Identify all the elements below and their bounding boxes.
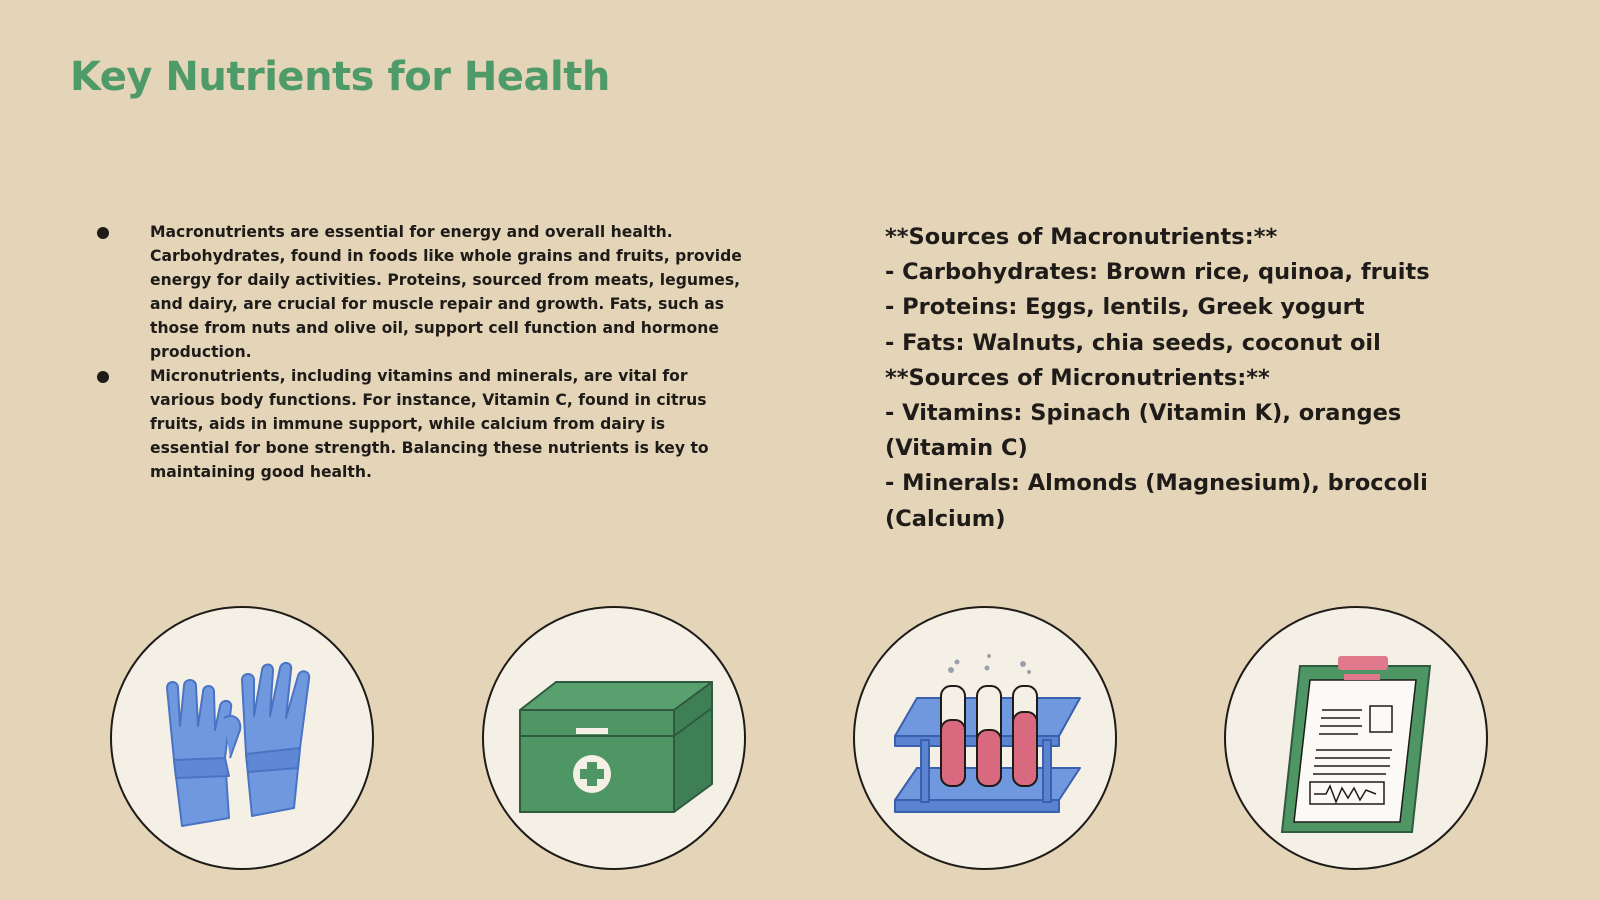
bullet-text: Micronutrients, including vitamins and minerals, are vital for various body functions. For instance, Vitamin C, found in citrus fruits, aids in immune support, while calcium from dairy is essential for bone strength. Balancing these nutrients is key to maintaining good health.: [150, 367, 709, 481]
sources-vitamins: - Vitamins: Spinach (Vitamin K), oranges (Vitamin C): [885, 400, 1402, 462]
sources-proteins: - Proteins: Eggs, lentils, Greek yogurt: [885, 294, 1365, 321]
sources-text-block: [885, 220, 1495, 537]
test-tubes-icon: [855, 608, 1115, 868]
bullet-dot: [97, 371, 109, 383]
bullet-list: [92, 220, 742, 484]
sources-micro-heading: **Sources of Micronutrients:**: [885, 364, 1270, 391]
bullet-item-micronutrients: [92, 364, 742, 484]
bullet-text: Macronutrients are essential for energy and overall health. Carbohydrates, found in foods like whole grains and fruits, provide energy for daily activities. Proteins, sourced from meats, legumes, and dairy, are crucial for muscle repair and growth. Fats, such as those from nuts and olive oil, support cell function and hormone production.: [150, 223, 742, 361]
first-aid-kit-icon: [484, 608, 744, 868]
sources-macro-heading: **Sources of Macronutrients:**: [885, 224, 1278, 250]
clipboard-circle: [1224, 606, 1488, 870]
first-aid-circle: [482, 606, 746, 870]
gloves-circle: [110, 606, 374, 870]
sources-minerals: - Minerals: Almonds (Magnesium), broccoli (Calcium): [885, 470, 1428, 532]
bullet-dot: [97, 227, 109, 239]
bullet-item-macronutrients: [92, 220, 742, 364]
sources-carbohydrates: - Carbohydrates: Brown rice, quinoa, fruits: [885, 259, 1430, 286]
sources-fats: - Fats: Walnuts, chia seeds, coconut oil: [885, 329, 1381, 356]
clipboard-icon: [1226, 608, 1486, 868]
gloves-icon: [112, 608, 372, 868]
test-tubes-circle: [853, 606, 1117, 870]
page-title: Key Nutrients for Health: [70, 54, 610, 100]
